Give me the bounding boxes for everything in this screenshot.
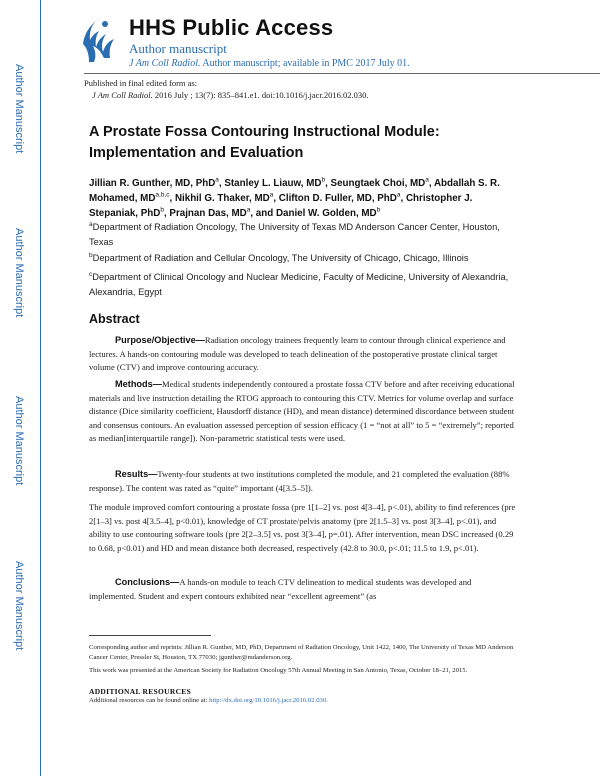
header-divider (84, 73, 600, 74)
author: Prajnan Das, MD (169, 208, 247, 219)
author: Clifton D. Fuller, MD, PhD (278, 193, 397, 204)
published-label: Published in final edited form as: (84, 78, 198, 88)
additional-resources-heading: ADDITIONAL RESOURCES (89, 687, 192, 696)
author: Jillian R. Gunther, MD, PhD (89, 178, 216, 189)
affiliation-b: $^b$Department of Radiation and Cellular Oncology, The University of Chicago, Chicago, Illinois (89, 251, 469, 263)
abstract-results-continued: The module improved comfort contouring a prostate fossa (pre 1[1–2] vs. post 4[3–4], p<.01), ability to find references (pre 2[1–3] vs. post 4[3.5–4], p<0.01), knowledge of CT prostate/pelvis anatomy (pre 2[1.5–3] vs. post 3[3–4], p<.01), and ability to use contouring software tools (pre 2[2–3.5] vs. post 3[3–4], p=.01). After intervention, mean DSC increased (0.29 to 0.68, p<0.01) and HD and mean distance both decreased, respectively (42.8 to 30.0, p<.01; 11.5 to 1.9, p<.01). (89, 502, 516, 553)
results-label: Results— (115, 469, 158, 479)
journal-availability-line (129, 58, 410, 69)
presentation-note: This work was presented at the American Society for Radiation Oncology 57th Annual Meeting in San Antonio, Texas, October 18–21, 2015. (89, 667, 468, 674)
journal-abbrev: J Am Coll Radiol. (129, 58, 201, 69)
abstract-conclusions (89, 576, 519, 603)
purpose-label: Purpose/Objective— (115, 335, 205, 345)
abstract-heading: Abstract (89, 312, 140, 326)
footnote-divider (89, 635, 211, 636)
author: Stanley L. Liauw, MD (224, 178, 322, 189)
author-list: Jillian R. Gunther, MD, PhD$^a$, Stanley L. Liauw, $MD^b$, Seungtaek Choi, $MD^a$, Abdallah S. R. Mohamed, MD$^{a,b,c}$, Nikhil G. Thaker, $MD^a$, Clifton D. Fuller, MD, PhD$^a$, Christopher J. Stepaniak, PhD$^b$, Prajnan Das, $MD^a$, and Daniel W. Golden, $MD^b$ (89, 176, 500, 219)
abstract-methods (89, 378, 519, 446)
article-title-line1: A Prostate Fossa Contouring Instructional Module: (89, 124, 440, 140)
left-margin-rule (40, 0, 41, 776)
author: Nikhil G. Thaker, MD (174, 193, 270, 204)
hhs-public-access-title: HHS Public Access (129, 15, 334, 40)
abstract-results (89, 468, 519, 495)
affiliation-a: $^a$Department of Radiation Oncology, The University of Texas MD Anderson Cancer Center, Houston, Texas (89, 220, 500, 247)
published-citation (92, 90, 369, 100)
author: Daniel W. Golden, MD (275, 208, 377, 219)
citation-details: 2016 July ; 13(7): 835–841.e1. doi:10.1016/j.jacr.2016.02.030. (152, 90, 369, 100)
doi-link[interactable]: http://dx.doi.org/10.1016/j.jacr.2016.02.030. (209, 697, 328, 704)
hhs-eagle-logo (80, 14, 120, 66)
article-title-line2: Implementation and Evaluation (89, 145, 304, 161)
author-manuscript-subtitle: Author manuscript (129, 41, 227, 56)
results-text: Twenty-four students at two institutions completed the module, and 21 completed the evaluation (88% response). The content was rated as “quite” important (4[3.5–5]). (89, 469, 510, 493)
conclusions-label: Conclusions— (115, 577, 180, 587)
author: Christopher J. Stepaniak, PhD (89, 193, 473, 219)
purpose-text: Radiation oncology trainees frequently learn to contour through clinical experience and lectures. A hands-on contouring module was developed to teach delineation of the postoperative prostate clinical target volume (CTV) and improve contouring accuracy. (89, 335, 506, 372)
availability-text: Author manuscript; available in PMC 2017 July 01. (200, 58, 410, 69)
methods-text: Medical students independently contoured a prostate fossa CTV before and after receiving educational materials and live instruction detailing the RTOG approach to contouring this CTV. Metrics for volume overlap and surface distance (Dice similarity coefficient, Hausdorff distance (HD), and mean distance) determined discordance between student and consensus contours. An evaluation assessed perception of session efficacy (1 = “not at all” to 5 = “extremely”; reported as median[interquartile range]). Non-parametric statistical tests were used. (89, 379, 515, 443)
additional-resources-text: Additional resources can be found online at: http://dx.doi.org/10.1016/j.jacr.2016.02.030. (89, 697, 328, 704)
citation-journal: J Am Coll Radiol. (92, 90, 153, 100)
affiliation-c: $^c$Department of Clinical Oncology and Nuclear Medicine, Faculty of Medicine, University of Alexandria, Alexandria, Egypt (89, 270, 509, 297)
corresponding-author-note: Corresponding author and reprints: Jillian R. Gunther, MD, PhD, Department of Radiation Oncology, Unit 1422, 1400, The University of Texas MD Anderson Cancer Center, Pressler St, Houston, TX 77030; jgunther@mdanderson.org. (89, 644, 514, 661)
abstract-purpose (89, 334, 519, 375)
author: Seungtaek Choi, MD (330, 178, 426, 189)
author: Abdallah S. R. Mohamed, MD (89, 178, 500, 204)
conclusions-text: A hands-on module to teach CTV delineation to medical students was developed and implemented. Student and expert contours exhibited near “excellent agreement” (as (89, 577, 472, 601)
methods-label: Methods— (115, 379, 162, 389)
